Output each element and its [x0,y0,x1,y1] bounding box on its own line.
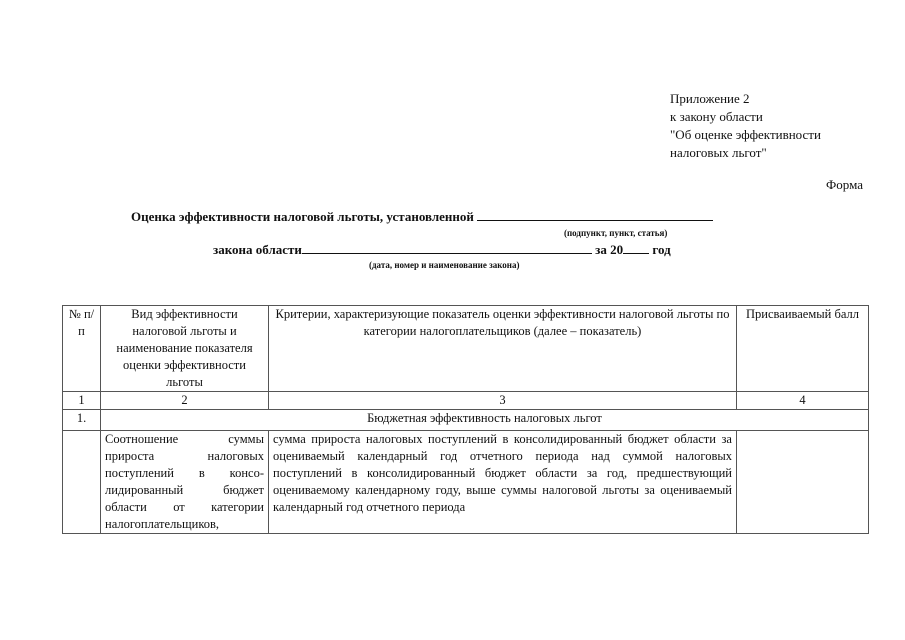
title-line-2 [213,241,671,258]
column-number: 3 [269,392,737,410]
row-number [63,431,101,534]
table-header-row [63,306,869,392]
year-prefix: за 20 [595,242,624,257]
appendix-line: Приложение 2 [670,91,750,106]
title-line-1 [131,208,713,225]
law-label: закона области [213,242,302,257]
section-number: 1. [63,410,101,431]
column-number: 1 [63,392,101,410]
law-hint: (дата, номер и наименование закона) [369,260,520,270]
appendix-line: "Об оценке эффективности [670,127,821,142]
evaluation-table [62,305,869,534]
year-blank-line [623,241,649,254]
article-hint: (подпункт, пункт, статья) [564,228,668,238]
column-number: 4 [737,392,869,410]
header-criteria: Критерии, характеризующие показатель оценки эффективности налоговой льготы по категории налогоплательщиков (далее – показатель) [269,306,737,392]
header-number: № п/п [63,306,101,392]
article-blank-line [477,208,713,221]
title-text: Оценка эффективности налоговой льготы, установленной [131,209,474,224]
row-criteria: сумма прироста налоговых поступлений в консолидированный бюджет области за оцениваемый календарный год отчетного периода над суммой налоговых поступлений в консолидированный бюджет области за год, предшествующий оцениваемому календарному году, выше суммы налоговой льготы за оцениваемый календарный год отчетного периода [269,431,737,534]
header-score: Присваиваемый балл [737,306,869,392]
row-indicator: Соотношение суммы прироста налоговых поступлений в консо-лидированный бюджет области от категории налогоплательщиков, [101,431,269,534]
appendix-reference [670,90,821,162]
appendix-line: налоговых льгот" [670,145,767,160]
form-label: Форма [826,177,863,192]
column-number-row [63,392,869,410]
section-row [63,410,869,431]
row-score [737,431,869,534]
header-indicator: Вид эффективности налоговой льготы и наименование показателя оценки эффективности льготы [101,306,269,392]
law-blank-line [302,241,592,254]
appendix-line: к закону области [670,109,763,124]
column-number: 2 [101,392,269,410]
table-row [63,431,869,534]
year-suffix: год [652,242,671,257]
section-title: Бюджетная эффективность налоговых льгот [101,410,869,431]
